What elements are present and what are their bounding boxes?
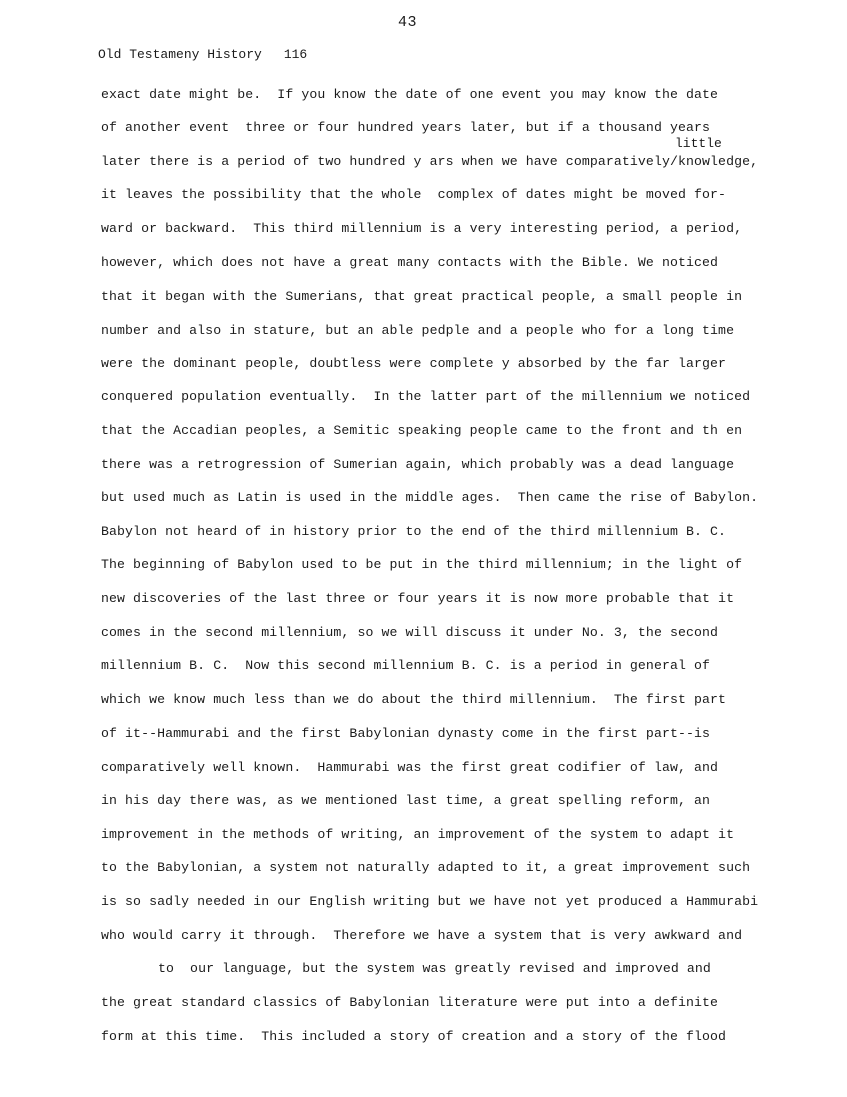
page-header bbox=[98, 47, 307, 62]
text-line: comes in the second millennium, so we will discuss it under No. 3, the second bbox=[101, 625, 719, 640]
header-number: 116 bbox=[283, 47, 308, 62]
text-line: of it--Hammurabi and the first Babylonian dynasty come in the first part--is bbox=[101, 726, 711, 741]
text-line: Babylon not heard of in history prior to the end of the third millennium B. C. bbox=[101, 524, 727, 539]
text-line: number and also in stature, but an able pedple and a people who for a long time bbox=[101, 323, 735, 338]
text-line: new discoveries of the last three or four years it is now more probable that it bbox=[101, 591, 735, 606]
text-line: comparatively well known. Hammurabi was the first great codifier of law, and bbox=[101, 760, 719, 775]
closing-text-line: the great standard classics of Babylonian literature were put into a definite bbox=[101, 995, 719, 1010]
text-line: who would carry it through. Therefore we have a system that is very awkward and bbox=[101, 928, 743, 943]
text-line: conquered population eventually. In the latter part of the millennium we noticed bbox=[101, 389, 751, 404]
header-title: Old Testameny History bbox=[98, 47, 262, 62]
text-line: ward or backward. This third millennium is a very interesting period, a period, bbox=[101, 221, 743, 236]
closing-text-line: form at this time. This included a story of creation and a story of the flood bbox=[101, 1029, 727, 1044]
interlinear-insertion: little bbox=[675, 136, 722, 151]
text-line: later there is a period of two hundred y ars when we have comparatively/knowledge, bbox=[101, 154, 759, 169]
text-line: of another event three or four hundred years later, but if a thousand years bbox=[101, 120, 711, 135]
text-line: exact date might be. If you know the date of one event you may know the date bbox=[101, 87, 719, 102]
text-line: is so sadly needed in our English writing but we have not yet produced a Hammurabi bbox=[101, 894, 759, 909]
text-line: there was a retrogression of Sumerian again, which probably was a dead language bbox=[101, 457, 735, 472]
text-line: improvement in the methods of writing, an improvement of the system to adapt it bbox=[101, 827, 735, 842]
text-line: that the Accadian peoples, a Semitic speaking people came to the front and th en bbox=[101, 423, 743, 438]
text-line: The beginning of Babylon used to be put in the third millennium; in the light of bbox=[101, 557, 743, 572]
text-line: which we know much less than we do about the third millennium. The first part bbox=[101, 692, 727, 707]
text-line: that it began with the Sumerians, that great practical people, a small people in bbox=[101, 289, 743, 304]
indented-text-line: to our language, but the system was greatly revised and improved and bbox=[158, 961, 711, 976]
text-line: in his day there was, as we mentioned last time, a great spelling reform, an bbox=[101, 793, 711, 808]
text-line: but used much as Latin is used in the middle ages. Then came the rise of Babylon. bbox=[101, 490, 759, 505]
text-line: were the dominant people, doubtless were complete y absorbed by the far larger bbox=[101, 356, 727, 371]
text-line: however, which does not have a great many contacts with the Bible. We noticed bbox=[101, 255, 719, 270]
text-line: it leaves the possibility that the whole complex of dates might be moved for- bbox=[101, 187, 727, 202]
page-number: 43 bbox=[398, 14, 418, 31]
text-line: millennium B. C. Now this second millennium B. C. is a period in general of bbox=[101, 658, 711, 673]
text-line: to the Babylonian, a system not naturally adapted to it, a great improvement such bbox=[101, 860, 751, 875]
